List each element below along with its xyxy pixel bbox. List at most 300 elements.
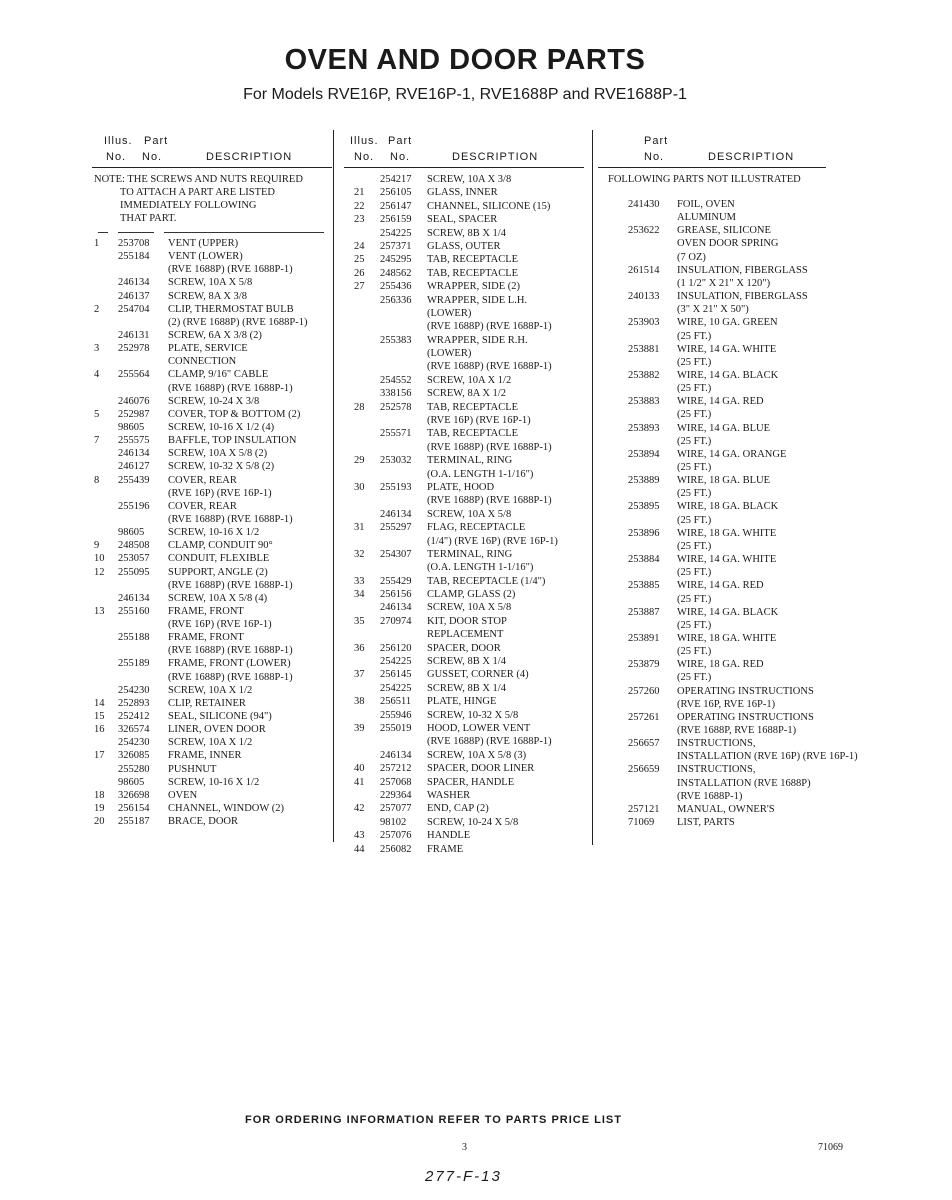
part-description: INSTRUCTIONS, (677, 738, 756, 750)
part-description: SCREW, 8B X 1/4 (427, 656, 506, 668)
part-description: HANDLE (427, 830, 471, 842)
part-description: SCREW, 10A X 3/8 (427, 174, 512, 185)
part-number: 256154 (118, 803, 150, 815)
part-number: 270974 (380, 615, 412, 627)
note-line: IMMEDIATELY FOLLOWING (120, 200, 257, 211)
illus-number: 31 (354, 522, 365, 534)
part-number: 246137 (118, 290, 150, 302)
part-description: (25 FT.) (677, 514, 712, 526)
part-description: (25 FT.) (677, 540, 712, 552)
part-description: (RVE 1688P) (RVE 1688P-1) (168, 513, 293, 525)
part-description: FLAG, RECEPTACLE (427, 522, 526, 534)
illus-number: 8 (94, 474, 100, 486)
part-description: GLASS, INNER (427, 187, 498, 199)
part-number: 255095 (118, 566, 150, 578)
part-number: 255297 (380, 522, 412, 534)
part-description: SCREW, 8A X 3/8 (168, 290, 247, 302)
divider (118, 232, 154, 233)
divider (164, 232, 324, 233)
part-number: 256336 (380, 294, 412, 306)
part-number: 253032 (380, 455, 412, 467)
part-number: 256657 (628, 738, 660, 750)
part-description: (O.A. LENGTH 1-1/16") (427, 562, 534, 574)
part-description: SCREW, 6A X 3/8 (2) (168, 329, 262, 341)
part-number: 252578 (380, 401, 412, 413)
part-number: 255188 (118, 632, 150, 644)
not-illustrated-heading: FOLLOWING PARTS NOT ILLUSTRATED (608, 174, 801, 185)
part-description: (25 FT.) (677, 383, 712, 395)
illus-number: 7 (94, 435, 100, 447)
illus-number: 20 (94, 816, 105, 828)
part-number: 253885 (628, 580, 660, 592)
part-description: INSULATION, FIBERGLASS (677, 264, 808, 276)
illus-number: 35 (354, 615, 365, 627)
part-description: VENT (LOWER) (168, 251, 243, 263)
document-code: 71069 (818, 1142, 843, 1153)
part-description: (25 FT.) (677, 619, 712, 631)
part-description: FOIL, OVEN (677, 199, 735, 210)
illus-number: 4 (94, 369, 100, 381)
part-description: GUSSET, CORNER (4) (427, 669, 529, 681)
page-title: OVEN AND DOOR PARTS (284, 44, 646, 76)
part-description: TAB, RECEPTACLE (427, 401, 519, 413)
part-description: INSTALLATION (RVE 1688P) (677, 777, 811, 789)
illus-number: 41 (354, 776, 365, 788)
illus-number: 44 (354, 843, 365, 855)
part-number: 253891 (628, 632, 660, 644)
part-description: (1/4") (RVE 16P) (RVE 16P-1) (427, 535, 558, 547)
part-number: 254552 (380, 374, 412, 386)
part-number: 255160 (118, 605, 150, 617)
part-number: 254230 (118, 684, 150, 696)
part-number: 254307 (380, 548, 412, 560)
part-number: 326085 (118, 750, 150, 762)
header-illus-no: No. (354, 151, 375, 163)
part-description: TERMINAL, RING (427, 548, 513, 560)
header-rule (344, 167, 584, 168)
part-number: 257121 (628, 803, 660, 815)
part-description: SPACER, DOOR (427, 642, 501, 654)
header-description: DESCRIPTION (206, 151, 293, 163)
part-number: 246134 (380, 749, 412, 761)
part-description: (RVE 1688P) (RVE 1688P-1) (168, 671, 293, 683)
part-description: WIRE, 14 GA. WHITE (677, 554, 777, 566)
header-part-no: No. (390, 151, 411, 163)
part-description: (1 1/2" X 21" X 120") (677, 277, 771, 289)
note-line: NOTE: THE SCREWS AND NUTS REQUIRED (94, 174, 303, 185)
part-description: GLASS, OUTER (427, 240, 501, 252)
part-number: 256082 (380, 843, 412, 855)
part-description: SUPPORT, ANGLE (2) (168, 566, 268, 578)
part-description: PLATE, HOOD (427, 481, 495, 493)
part-description: CLAMP, GLASS (2) (427, 589, 516, 601)
part-number: 257212 (380, 763, 412, 775)
part-description: PLATE, HINGE (427, 696, 497, 708)
part-number: 254704 (118, 303, 150, 315)
part-number: 246134 (380, 508, 412, 520)
part-description: SCREW, 10-16 X 1/2 (168, 527, 260, 539)
illus-number: 18 (94, 789, 105, 801)
part-description: WIRE, 14 GA. RED (677, 580, 764, 592)
handwritten-note: 277-F-13 (425, 1168, 502, 1185)
part-description: WIRE, 18 GA. BLUE (677, 475, 771, 487)
part-number: 240133 (628, 291, 660, 303)
part-description: SCREW, 10-24 X 3/8 (168, 395, 260, 407)
part-description: (25 FT.) (677, 672, 712, 684)
illus-number: 36 (354, 642, 365, 654)
part-description: KIT, DOOR STOP (427, 615, 507, 627)
part-number: 246076 (118, 395, 150, 407)
part-description: SCREW, 10A X 5/8 (427, 602, 512, 614)
part-description: (2) (RVE 1688P) (RVE 1688P-1) (168, 316, 308, 328)
page-number: 3 (462, 1142, 467, 1153)
part-description: (LOWER) (427, 348, 472, 360)
note-line: THAT PART. (120, 213, 177, 224)
part-description: (RVE 16P) (RVE 16P-1) (427, 415, 531, 427)
part-description: GREASE, SILICONE (677, 225, 771, 237)
part-description: OPERATING INSTRUCTIONS (677, 711, 814, 723)
part-description: WIRE, 18 GA. RED (677, 659, 764, 671)
part-number: 255436 (380, 281, 412, 293)
part-description: FRAME, FRONT (168, 605, 244, 617)
part-description: COVER, REAR (168, 500, 237, 512)
part-description: WIRE, 14 GA. BLACK (677, 369, 779, 381)
part-description: WIRE, 14 GA. RED (677, 396, 764, 408)
part-number: 256156 (380, 589, 412, 601)
part-number: 253893 (628, 422, 660, 434)
part-number: 338156 (380, 388, 412, 400)
part-description: (O.A. LENGTH 1-1/16") (427, 468, 534, 480)
part-number: 253881 (628, 343, 660, 355)
part-description: SCREW, 10A X 5/8 (3) (427, 749, 527, 761)
illus-number: 42 (354, 803, 365, 815)
part-description: SCREW, 10A X 5/8 (168, 277, 253, 289)
part-description: WASHER (427, 789, 471, 801)
part-description: CONDUIT, FLEXIBLE (168, 553, 270, 565)
illus-number: 17 (94, 750, 105, 762)
part-number: 255564 (118, 369, 150, 381)
part-description: (RVE 1688P) (RVE 1688P-1) (427, 361, 552, 373)
header-illus: Illus. (350, 135, 379, 147)
part-description: (25 FT.) (677, 435, 712, 447)
part-description: (RVE 1688P-1) (677, 790, 743, 802)
header-rule (92, 167, 332, 168)
column-divider (333, 130, 334, 842)
part-number: 253889 (628, 475, 660, 487)
part-description: WIRE, 10 GA. GREEN (677, 317, 778, 329)
part-number: 246134 (380, 602, 412, 614)
part-description: FRAME, FRONT (LOWER) (168, 658, 291, 670)
part-number: 253887 (628, 606, 660, 618)
illus-number: 32 (354, 548, 365, 560)
part-number: 256511 (380, 696, 412, 708)
part-description: (LOWER) (427, 307, 472, 319)
illus-number: 3 (94, 343, 100, 355)
part-description: HOOD, LOWER VENT (427, 722, 531, 734)
part-number: 254230 (118, 737, 150, 749)
part-description: WIRE, 18 GA. WHITE (677, 632, 777, 644)
part-number: 253896 (628, 527, 660, 539)
part-number: 255439 (118, 474, 150, 486)
part-description: MANUAL, OWNER'S (677, 803, 775, 815)
part-description: (RVE 16P, RVE 16P-1) (677, 698, 776, 710)
page-subtitle: For Models RVE16P, RVE16P-1, RVE1688P and RVE1688P-1 (243, 86, 687, 103)
illus-number: 2 (94, 303, 100, 315)
part-description: (25 FT.) (677, 356, 712, 368)
part-number: 253884 (628, 554, 660, 566)
part-description: (RVE 1688P, RVE 1688P-1) (677, 725, 797, 736)
part-number: 253895 (628, 501, 660, 513)
part-number: 98102 (380, 816, 407, 828)
part-description: CLIP, THERMOSTAT BULB (168, 303, 294, 315)
part-number: 257260 (628, 685, 660, 697)
ordering-info: FOR ORDERING INFORMATION REFER TO PARTS PRICE LIST (245, 1114, 622, 1126)
part-description: (25 FT.) (677, 567, 712, 579)
column-divider (592, 130, 593, 845)
part-description: SCREW, 10A X 1/2 (168, 684, 253, 696)
part-description: SCREW, 8B X 1/4 (427, 227, 506, 239)
part-description: SCREW, 10-24 X 5/8 (427, 816, 519, 828)
part-number: 253903 (628, 317, 660, 329)
header-illus: Illus. (104, 135, 133, 147)
part-description: TERMINAL, RING (427, 455, 513, 467)
part-description: CHANNEL, WINDOW (2) (168, 803, 284, 815)
part-description: SCREW, 8B X 1/4 (427, 682, 506, 694)
part-description: (RVE 1688P) (RVE 1688P-1) (168, 579, 293, 591)
part-description: BRACE, DOOR (168, 816, 239, 828)
part-number: 248508 (118, 540, 150, 552)
part-number: 256159 (380, 214, 412, 226)
part-description: WIRE, 14 GA. ORANGE (677, 448, 787, 460)
part-number: 253708 (118, 238, 150, 249)
part-number: 256147 (380, 200, 412, 212)
part-description: (25 FT.) (677, 409, 712, 421)
part-description: (25 FT.) (677, 488, 712, 500)
part-number: 253882 (628, 369, 660, 381)
part-description: OPERATING INSTRUCTIONS (677, 685, 814, 697)
part-number: 229364 (380, 789, 412, 801)
part-description: SPACER, DOOR LINER (427, 763, 535, 775)
illus-number: 27 (354, 281, 365, 293)
part-description: FRAME, INNER (168, 750, 242, 762)
part-description: INSTRUCTIONS, (677, 764, 756, 776)
part-description: COVER, REAR (168, 474, 237, 486)
part-description: VENT (UPPER) (168, 238, 239, 249)
part-number: 248562 (380, 267, 412, 279)
part-number: 253883 (628, 396, 660, 408)
illus-number: 34 (354, 589, 365, 601)
part-description: WIRE, 14 GA. BLACK (677, 606, 779, 618)
part-number: 326574 (118, 724, 150, 736)
part-number: 98605 (118, 421, 145, 433)
part-description: PLATE, SERVICE (168, 343, 248, 355)
illus-number: 30 (354, 481, 365, 493)
illus-number: 37 (354, 669, 365, 681)
part-number: 71069 (628, 817, 655, 829)
part-description: ALUMINUM (677, 212, 736, 224)
part-number: 241430 (628, 199, 660, 210)
part-description: WIRE, 14 GA. BLUE (677, 422, 771, 434)
header-part: Part (644, 135, 669, 147)
divider (98, 232, 108, 233)
part-number: 255571 (380, 428, 412, 440)
part-description: (RVE 1688P) (RVE 1688P-1) (427, 441, 552, 453)
header-part: Part (144, 135, 169, 147)
part-number: 261514 (628, 264, 660, 276)
part-number: 98605 (118, 776, 145, 788)
part-description: WRAPPER, SIDE L.H. (427, 294, 528, 306)
part-number: 254217 (380, 174, 412, 185)
part-number: 252893 (118, 697, 150, 709)
illus-number: 43 (354, 830, 365, 842)
part-number: 255196 (118, 500, 150, 512)
illus-number: 26 (354, 267, 365, 279)
header-part-no: No. (644, 151, 665, 163)
part-description: TAB, RECEPTACLE (1/4") (427, 575, 546, 587)
part-description: WIRE, 18 GA. WHITE (677, 527, 777, 539)
illus-number: 12 (94, 566, 105, 578)
part-number: 255019 (380, 722, 412, 734)
illus-number: 1 (94, 238, 100, 249)
part-description: CLAMP, CONDUIT 90° (168, 540, 273, 552)
illus-number: 28 (354, 401, 365, 413)
part-number: 254225 (380, 227, 412, 239)
header-rule (598, 167, 826, 168)
part-description: (RVE 16P) (RVE 16P-1) (168, 487, 272, 499)
part-description: CONNECTION (168, 356, 237, 368)
part-description: SCREW, 10-32 X 5/8 (2) (168, 461, 275, 473)
part-number: 246134 (118, 277, 150, 289)
illus-number: 9 (94, 540, 100, 552)
part-number: 257261 (628, 711, 660, 723)
part-number: 252987 (118, 408, 150, 420)
part-description: SCREW, 10-32 X 5/8 (427, 709, 519, 721)
part-description: SCREW, 10-16 X 1/2 (4) (168, 421, 275, 433)
part-number: 326698 (118, 789, 150, 801)
part-number: 257077 (380, 803, 412, 815)
part-number: 255187 (118, 816, 150, 828)
part-number: 256105 (380, 187, 412, 199)
part-description: CHANNEL, SILICONE (15) (427, 200, 551, 212)
part-description: (RVE 1688P) (RVE 1688P-1) (168, 382, 293, 394)
illus-number: 40 (354, 763, 365, 775)
part-number: 254225 (380, 682, 412, 694)
part-number: 257068 (380, 776, 412, 788)
part-description: TAB, RECEPTACLE (427, 254, 519, 266)
part-number: 257076 (380, 830, 412, 842)
part-description: INSTALLATION (RVE 16P) (RVE 16P-1) (677, 751, 858, 763)
part-description: SCREW, 10A X 1/2 (168, 737, 253, 749)
part-number: 252412 (118, 711, 150, 723)
part-description: (RVE 1688P) (RVE 1688P-1) (427, 736, 552, 748)
part-description: CLAMP, 9/16" CABLE (168, 369, 269, 381)
part-description: WRAPPER, SIDE (2) (427, 281, 521, 293)
part-number: 255184 (118, 251, 150, 263)
part-description: WRAPPER, SIDE R.H. (427, 334, 528, 346)
part-description: (RVE 1688P) (RVE 1688P-1) (168, 645, 293, 657)
part-description: REPLACEMENT (427, 629, 504, 641)
part-description: SCREW, 10A X 5/8 (4) (168, 592, 268, 604)
part-description: (25 FT.) (677, 646, 712, 658)
part-number: 252978 (118, 343, 150, 355)
part-number: 253622 (628, 225, 660, 237)
part-description: SCREW, 10A X 5/8 (427, 508, 512, 520)
part-description: CLIP, RETAINER (168, 697, 246, 709)
header-part: Part (388, 135, 413, 147)
illus-number: 39 (354, 722, 365, 734)
part-description: INSULATION, FIBERGLASS (677, 291, 808, 303)
part-description: COVER, TOP & BOTTOM (2) (168, 408, 301, 420)
illus-number: 38 (354, 696, 365, 708)
illus-number: 10 (94, 553, 105, 565)
part-number: 255429 (380, 575, 412, 587)
illus-number: 16 (94, 724, 105, 736)
part-description: (25 FT.) (677, 462, 712, 473)
part-description: SEAL, SILICONE (94") (168, 711, 272, 723)
part-description: LIST, PARTS (677, 817, 735, 829)
part-description: WIRE, 18 GA. BLACK (677, 501, 779, 513)
illus-number: 24 (354, 240, 365, 252)
part-number: 255189 (118, 658, 150, 670)
part-description: LINER, OVEN DOOR (168, 724, 266, 736)
part-number: 256145 (380, 669, 412, 681)
header-part-no: No. (142, 151, 163, 163)
part-description: (3" X 21" X 50") (677, 304, 749, 316)
part-description: TAB, RECEPTACLE (427, 267, 519, 279)
part-description: (25 FT.) (677, 593, 712, 605)
part-description: SCREW, 8A X 1/2 (427, 388, 506, 400)
illus-number: 22 (354, 200, 365, 212)
part-number: 256659 (628, 764, 660, 776)
part-description: (RVE 1688P) (RVE 1688P-1) (427, 495, 552, 507)
part-description: (RVE 1688P) (RVE 1688P-1) (427, 321, 552, 333)
header-description: DESCRIPTION (708, 151, 795, 163)
part-description: WIRE, 14 GA. WHITE (677, 343, 777, 355)
illus-number: 33 (354, 575, 365, 587)
illus-number: 13 (94, 605, 105, 617)
illus-number: 21 (354, 187, 365, 199)
part-number: 253057 (118, 553, 150, 565)
part-number: 253879 (628, 659, 660, 671)
part-number: 256120 (380, 642, 412, 654)
part-description: SCREW, 10-16 X 1/2 (168, 776, 260, 788)
illus-number: 14 (94, 697, 105, 709)
part-number: 246134 (118, 592, 150, 604)
illus-number: 29 (354, 455, 365, 467)
part-description: SCREW, 10A X 5/8 (2) (168, 448, 268, 460)
part-description: PUSHNUT (168, 763, 217, 775)
illus-number: 23 (354, 214, 365, 226)
part-description: (RVE 16P) (RVE 16P-1) (168, 619, 272, 631)
part-description: SCREW, 10A X 1/2 (427, 374, 512, 386)
part-number: 257371 (380, 240, 412, 252)
part-description: BAFFLE, TOP INSULATION (168, 435, 297, 447)
part-number: 255193 (380, 481, 412, 493)
part-description: OVEN (168, 789, 198, 801)
part-description: OVEN DOOR SPRING (677, 238, 779, 250)
part-description: (7 OZ) (677, 251, 706, 263)
part-number: 255575 (118, 435, 150, 447)
part-number: 246134 (118, 448, 150, 460)
part-number: 255383 (380, 334, 412, 346)
part-number: 254225 (380, 656, 412, 668)
illus-number: 25 (354, 254, 365, 266)
part-description: FRAME (427, 843, 464, 855)
part-description: (RVE 1688P) (RVE 1688P-1) (168, 264, 293, 276)
header-illus-no: No. (106, 151, 127, 163)
part-number: 255280 (118, 763, 150, 775)
part-description: SEAL, SPACER (427, 214, 498, 226)
